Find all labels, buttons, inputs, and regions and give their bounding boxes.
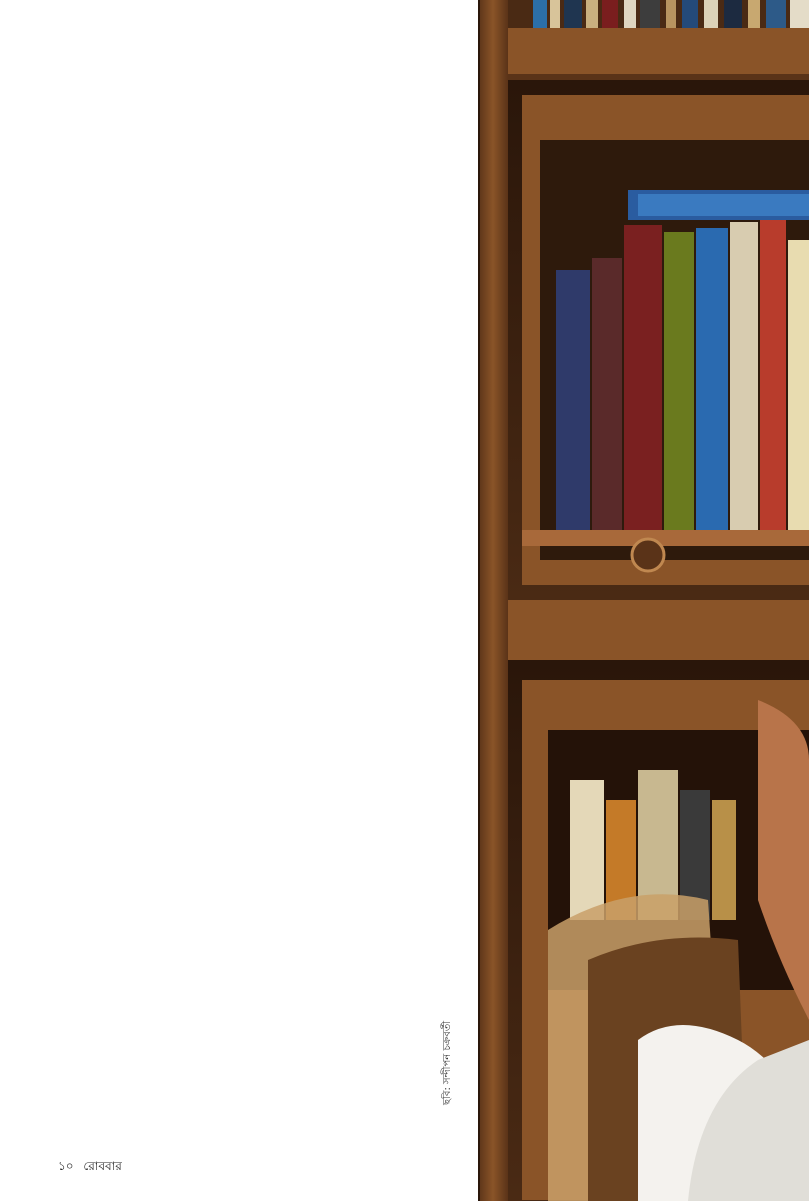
bookshelf-photo <box>478 0 809 1201</box>
bookshelf-illustration <box>478 0 809 1201</box>
magazine-name: রোববার <box>83 1159 122 1173</box>
page-footer <box>58 1158 122 1178</box>
top-shelf-books <box>533 0 809 28</box>
article-body <box>58 60 442 1120</box>
photo-credit: ছবি: সন্দীপন চক্রবর্তী <box>442 1020 453 1105</box>
page-number: ১০ <box>58 1159 74 1173</box>
